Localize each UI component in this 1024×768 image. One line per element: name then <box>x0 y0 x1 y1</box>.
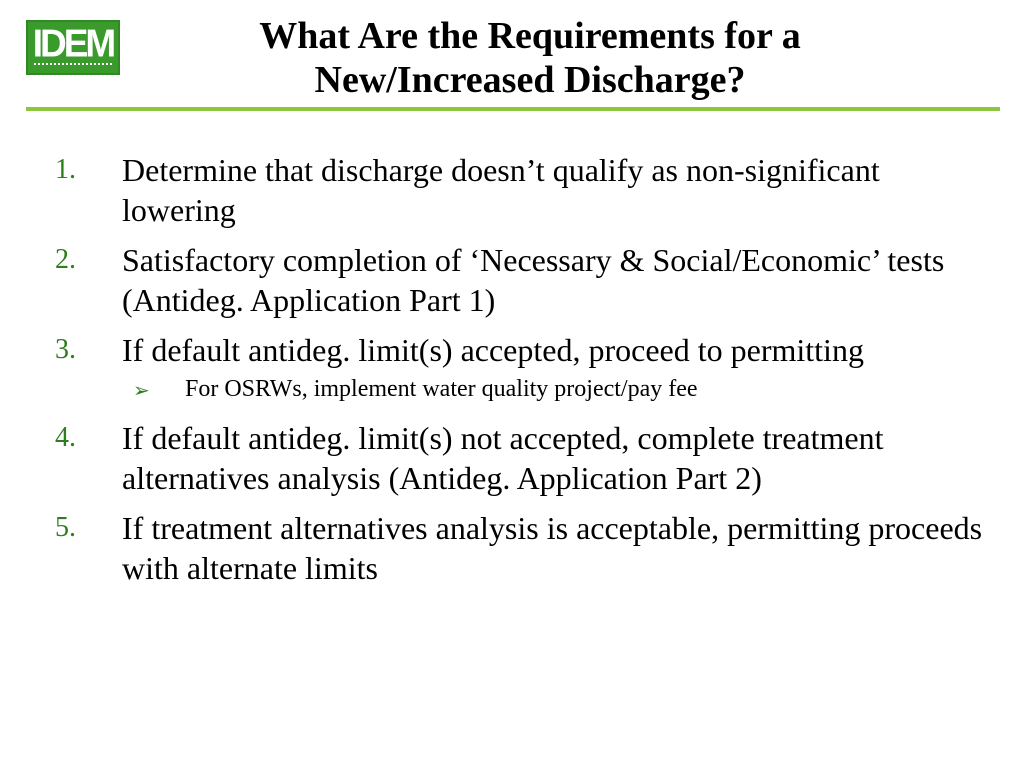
list-item <box>55 330 985 370</box>
list-number: 3. <box>55 334 76 365</box>
requirements-list <box>55 150 985 598</box>
list-item-text: Determine that discharge doesn’t qualify as non-significant lowering <box>122 152 880 228</box>
list-number: 5. <box>55 512 76 543</box>
sub-list-item <box>55 374 985 404</box>
list-item-text: If default antideg. limit(s) not accepted, complete treatment alternatives analysis (Antideg. Application Part 2) <box>122 420 884 496</box>
list-item <box>55 508 985 588</box>
list-item <box>55 418 985 498</box>
sub-list-item-text: For OSRWs, implement water quality project/pay fee <box>185 376 698 402</box>
list-item-text: If treatment alternatives analysis is acceptable, permitting proceeds with alternate limits <box>122 510 983 586</box>
title-divider <box>26 107 1000 111</box>
idem-logo <box>26 20 120 75</box>
logo-underline <box>34 63 112 68</box>
logo-text: IDEM <box>32 21 114 65</box>
list-item-text: If default antideg. limit(s) accepted, proceed to permitting <box>122 332 864 368</box>
title-line-1: What Are the Requirements for a <box>259 15 801 57</box>
list-item-text: Satisfactory completion of ‘Necessary & Social/Economic’ tests (Antideg. Application Part 1) <box>122 242 945 318</box>
list-number: 1. <box>55 154 76 185</box>
title-line-2: New/Increased Discharge? <box>314 59 746 101</box>
list-item <box>55 150 985 230</box>
list-item <box>55 240 985 320</box>
list-number: 2. <box>55 244 76 275</box>
list-number: 4. <box>55 422 76 453</box>
slide-title <box>140 14 920 102</box>
arrow-bullet-icon: ➢ <box>133 378 150 402</box>
